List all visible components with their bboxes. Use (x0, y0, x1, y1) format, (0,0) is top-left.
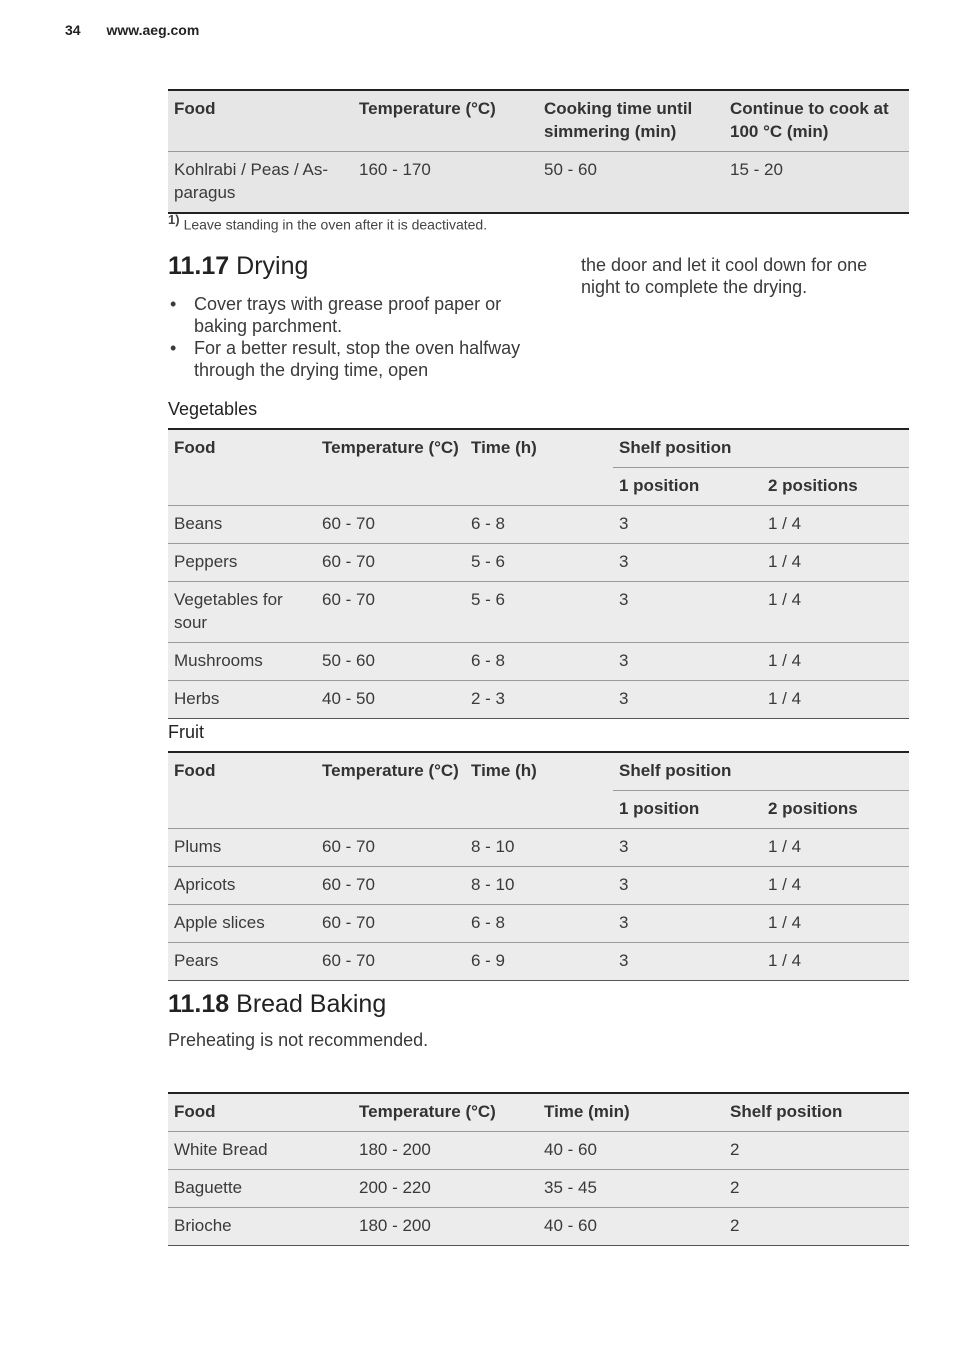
list-item: • For a better result, stop the oven halfway through the drying time, open (168, 337, 538, 381)
fruit-label: Fruit (168, 722, 204, 742)
col-food: Food (168, 752, 316, 829)
cell-temperature: 60 - 70 (316, 867, 465, 905)
cell-temperature: 60 - 70 (316, 544, 465, 582)
cell-temperature: 60 - 70 (316, 506, 465, 544)
cell-time: 35 - 45 (538, 1170, 724, 1208)
cell-food: White Bread (168, 1132, 353, 1170)
cell-1-position: 3 (613, 867, 762, 905)
cell-2-positions: 1 / 4 (762, 681, 909, 719)
cell-2-positions: 1 / 4 (762, 905, 909, 943)
cell-food: Kohlrabi / Peas / As-paragus (168, 152, 353, 214)
col-temperature: Temperature (°C) (316, 429, 465, 506)
cell-temperature: 180 - 200 (353, 1132, 538, 1170)
col-time: Time (h) (465, 429, 613, 506)
website-link[interactable]: www.aeg.com (106, 22, 200, 38)
cell-food: Apple slices (168, 905, 316, 943)
col-food: Food (168, 1093, 353, 1132)
cell-2-positions: 1 / 4 (762, 643, 909, 681)
col-shelf-position: Shelf position (724, 1093, 909, 1132)
cell-shelf-position: 2 (724, 1208, 909, 1246)
cell-2-positions: 1 / 4 (762, 506, 909, 544)
cell-food: Brioche (168, 1208, 353, 1246)
cell-simmer-time: 50 - 60 (538, 152, 724, 214)
bread-intro-text: Preheating is not recommended. (168, 1030, 429, 1050)
cell-time: 8 - 10 (465, 829, 613, 867)
col-temperature: Temperature (°C) (316, 752, 465, 829)
col-shelf-position: Shelf position (613, 429, 909, 468)
cell-1-position: 3 (613, 905, 762, 943)
col-1-position: 1 position (613, 468, 762, 506)
cell-food: Apricots (168, 867, 316, 905)
cell-food: Vegetables for sour (168, 582, 316, 643)
cell-food: Herbs (168, 681, 316, 719)
steaming-table (168, 89, 909, 214)
table-header-row (168, 1093, 909, 1132)
table-row (168, 544, 909, 582)
cell-time: 6 - 8 (465, 643, 613, 681)
cell-2-positions: 1 / 4 (762, 582, 909, 643)
table-header-row (168, 752, 909, 791)
footnote (168, 212, 487, 233)
footnote-marker: 1) (168, 212, 180, 227)
bread-table (168, 1092, 909, 1246)
cell-1-position: 3 (613, 943, 762, 981)
cell-temperature: 60 - 70 (316, 943, 465, 981)
table-row (168, 152, 909, 214)
cell-food: Plums (168, 829, 316, 867)
list-item: • Cover trays with grease proof paper or baking parchment. (168, 293, 538, 337)
col-2-positions: 2 positions (762, 791, 909, 829)
col-food: Food (168, 90, 353, 152)
cell-temperature: 50 - 60 (316, 643, 465, 681)
table-row (168, 905, 909, 943)
table-row (168, 867, 909, 905)
drying-continuation-text: the door and let it cool down for one night to complete the drying. (581, 255, 868, 297)
col-food: Food (168, 429, 316, 506)
drying-bullet-list (168, 293, 538, 381)
cell-food: Peppers (168, 544, 316, 582)
fruit-table (168, 751, 909, 981)
col-temperature: Temperature (°C) (353, 1093, 538, 1132)
cell-temperature: 200 - 220 (353, 1170, 538, 1208)
col-time: Time (h) (465, 752, 613, 829)
cell-shelf-position: 2 (724, 1170, 909, 1208)
cell-2-positions: 1 / 4 (762, 829, 909, 867)
cell-temperature: 40 - 50 (316, 681, 465, 719)
cell-time: 6 - 9 (465, 943, 613, 981)
page-number: 34 (65, 22, 81, 38)
section-number: 11.18 (168, 990, 230, 1018)
cell-time: 6 - 8 (465, 506, 613, 544)
cell-time: 5 - 6 (465, 582, 613, 643)
table-row (168, 943, 909, 981)
footnote-text: Leave standing in the oven after it is deactivated. (183, 216, 488, 233)
section-title: Drying (236, 252, 309, 280)
table-row (168, 582, 909, 643)
cell-temperature: 180 - 200 (353, 1208, 538, 1246)
table-header-row (168, 90, 909, 152)
section-heading-bread-baking (168, 990, 386, 1019)
section-heading-drying (168, 252, 308, 281)
cell-continue-time: 15 - 20 (724, 152, 909, 214)
col-simmer-time: Cooking time until simmering (min) (538, 90, 724, 152)
table-row (168, 643, 909, 681)
table-row (168, 681, 909, 719)
table-header-row (168, 429, 909, 468)
cell-time: 5 - 6 (465, 544, 613, 582)
cell-1-position: 3 (613, 506, 762, 544)
cell-1-position: 3 (613, 681, 762, 719)
cell-2-positions: 1 / 4 (762, 943, 909, 981)
section-number: 11.17 (168, 252, 230, 280)
cell-food: Pears (168, 943, 316, 981)
cell-time: 40 - 60 (538, 1132, 724, 1170)
cell-1-position: 3 (613, 544, 762, 582)
cell-temperature: 60 - 70 (316, 829, 465, 867)
vegetables-table (168, 428, 909, 719)
cell-food: Baguette (168, 1170, 353, 1208)
table-row (168, 1170, 909, 1208)
col-1-position: 1 position (613, 791, 762, 829)
table-row (168, 506, 909, 544)
cell-time: 2 - 3 (465, 681, 613, 719)
vegetables-label: Vegetables (168, 399, 258, 419)
cell-1-position: 3 (613, 643, 762, 681)
cell-temperature: 60 - 70 (316, 905, 465, 943)
col-time: Time (min) (538, 1093, 724, 1132)
table-row (168, 829, 909, 867)
col-shelf-position: Shelf position (613, 752, 909, 791)
cell-food: Beans (168, 506, 316, 544)
col-continue-time: Continue to cook at 100 °C (min) (724, 90, 909, 152)
section-title: Bread Baking (236, 990, 387, 1018)
cell-temperature: 60 - 70 (316, 582, 465, 643)
col-temperature: Temperature (°C) (353, 90, 538, 152)
cell-2-positions: 1 / 4 (762, 867, 909, 905)
table-row (168, 1208, 909, 1246)
cell-food: Mushrooms (168, 643, 316, 681)
cell-time: 6 - 8 (465, 905, 613, 943)
cell-time: 8 - 10 (465, 867, 613, 905)
cell-1-position: 3 (613, 582, 762, 643)
col-2-positions: 2 positions (762, 468, 909, 506)
cell-2-positions: 1 / 4 (762, 544, 909, 582)
cell-1-position: 3 (613, 829, 762, 867)
page-header (65, 22, 199, 38)
cell-temperature: 160 - 170 (353, 152, 538, 214)
cell-time: 40 - 60 (538, 1208, 724, 1246)
table-row (168, 1132, 909, 1170)
cell-shelf-position: 2 (724, 1132, 909, 1170)
